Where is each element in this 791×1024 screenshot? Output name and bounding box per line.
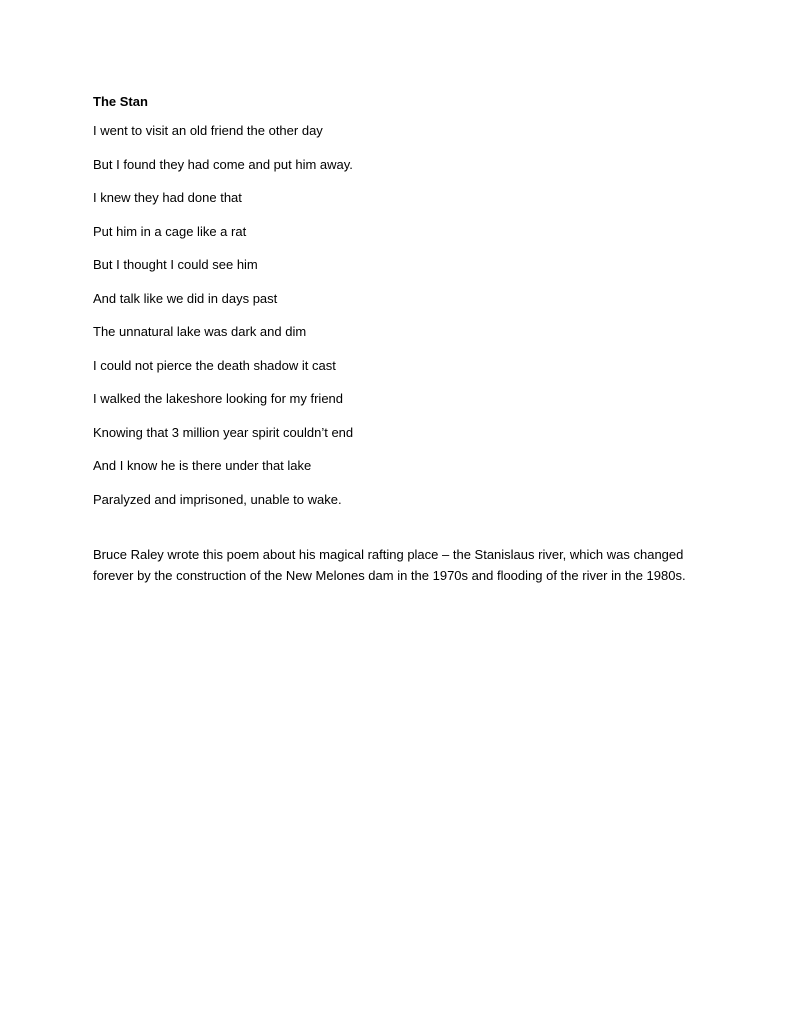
poem-line: The unnatural lake was dark and dim: [93, 324, 307, 339]
poem-line: And talk like we did in days past: [93, 290, 278, 306]
poem-body: [93, 123, 713, 508]
poem-line: Paralyzed and imprisoned, unable to wake.: [93, 491, 342, 507]
poem-line: But I found they had come and put him away.: [93, 156, 353, 172]
poem-line: I went to visit an old friend the other day: [93, 123, 323, 138]
author-note: Bruce Raley wrote this poem about his magical rafting place – the Stanislaus river, which was changed forever by the construction of the New Melones dam in the 1970s and flooding of the river in the 1980s.: [93, 546, 686, 583]
poem-line: Put him in a cage like a rat: [93, 223, 247, 239]
poem-line: But I thought I could see him: [93, 257, 258, 272]
poem-line: And I know he is there under that lake: [93, 458, 312, 473]
document-body: [93, 94, 713, 586]
poem-line: I could not pierce the death shadow it cast: [93, 357, 336, 373]
poem-line: I walked the lakeshore looking for my friend: [93, 391, 344, 406]
poem-line: I knew they had done that: [93, 190, 242, 205]
poem-line: Knowing that 3 million year spirit couldn’t end: [93, 424, 354, 440]
poem-title: The Stan: [93, 94, 148, 109]
